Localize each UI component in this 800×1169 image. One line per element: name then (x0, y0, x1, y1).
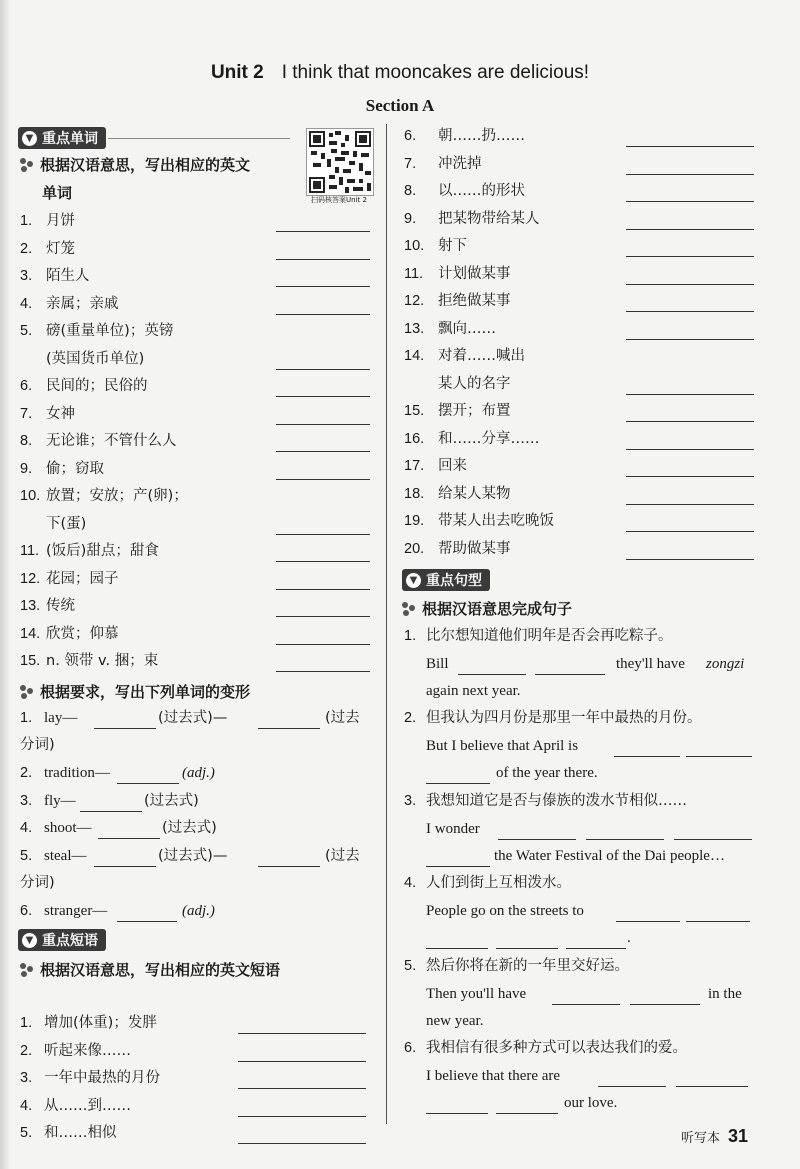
chevron-down-icon: ▼ (22, 131, 37, 146)
sentence-answer-blank[interactable] (586, 817, 664, 840)
unit-title (0, 62, 800, 84)
item-text: 放置；安放；产(卵)； (46, 488, 188, 504)
sentences-header-badge (402, 569, 490, 591)
sentence-answer-blank[interactable] (674, 817, 752, 840)
phrases-header (18, 930, 118, 950)
item-number: 6. (404, 1040, 417, 1056)
word-answer-blank[interactable] (276, 374, 370, 397)
item-number: 8. (20, 433, 33, 449)
item-text: 欣赏；仰慕 (46, 625, 119, 642)
phrase-answer-blank[interactable] (626, 262, 754, 285)
item-text-cont: 某人的名字 (438, 375, 511, 392)
item-text: 以……的形状 (438, 183, 525, 199)
item-number: 16. (404, 430, 425, 447)
sentence-answer-blank[interactable] (426, 844, 490, 867)
item-text: 帮助做某事 (438, 540, 511, 557)
sentence-answer-blank[interactable] (426, 926, 488, 949)
section-title: Section A (365, 96, 435, 115)
sentence-answer-blank[interactable] (566, 926, 626, 949)
item-number: 13. (404, 320, 425, 337)
phrases-header-label: 重点短语 (42, 933, 98, 949)
item-text: 带某人出去吃晚饭 (438, 513, 554, 529)
phrase-answer-blank[interactable] (626, 454, 754, 477)
form-type-cont: 分词) (20, 875, 55, 891)
item-number: 14. (404, 348, 425, 364)
phrase-answer-blank[interactable] (626, 289, 754, 312)
word-answer-blank[interactable] (276, 567, 370, 590)
item-text: 亲属；亲戚 (46, 295, 119, 312)
item-text: 花园；园子 (46, 570, 119, 587)
phrase-answer-blank[interactable] (626, 234, 754, 257)
sentences-task-label: 根据汉语意思完成句子 (422, 600, 573, 618)
sentence-chinese: 人们到街上互相泼水。 (426, 875, 571, 891)
item-number: 11. (404, 265, 424, 282)
phrase-answer-blank[interactable] (238, 1121, 366, 1144)
item-number: 12. (404, 293, 425, 309)
item-number: 3. (20, 793, 33, 809)
item-text: 磅(重量单位)；英镑 (46, 323, 174, 339)
dots-icon (20, 963, 34, 977)
form-word: fly— (44, 793, 76, 809)
word-answer-blank[interactable] (276, 594, 370, 617)
sentence-english: again next year. (426, 683, 521, 699)
sentence-answer-blank[interactable] (498, 817, 576, 840)
sentence-chinese: 我相信有很多种方式可以表达我们的爱。 (426, 1040, 687, 1056)
sentence-chinese: 我想知道它是否与傣族的泼水节相似…… (426, 793, 687, 809)
sentence-english: the Water Festival of the Dai people… (494, 848, 725, 864)
phrase-answer-blank[interactable] (626, 179, 754, 202)
item-text: 传统 (46, 598, 75, 614)
item-text: 摆开；布置 (438, 403, 511, 419)
item-text: 一年中最热的月份 (44, 1070, 160, 1086)
dots-icon (20, 158, 34, 172)
sentence-english: they'll have (616, 655, 685, 672)
sentence-answer-blank[interactable] (614, 734, 680, 757)
forms-task-label: 根据要求，写出下列单词的变形 (40, 683, 251, 701)
phrase-answer-blank[interactable] (626, 482, 754, 505)
phrase-answer-blank[interactable] (626, 207, 754, 230)
word-answer-blank[interactable] (276, 209, 370, 232)
item-text-cont: (英国货币单位) (46, 350, 145, 367)
item-number: 2. (404, 710, 417, 726)
item-text: 回来 (438, 458, 467, 474)
item-number: 17. (404, 458, 425, 474)
phrases-task-label: 根据汉语意思，写出相应的英文短语 (40, 961, 281, 979)
item-number: 3. (20, 268, 33, 284)
item-text: 听起来像…… (44, 1042, 131, 1059)
phrase-answer-blank[interactable] (626, 537, 754, 560)
sentences-header (402, 570, 512, 590)
chevron-down-icon: ▼ (406, 573, 421, 588)
item-text: (饭后)甜点；甜食 (46, 543, 159, 559)
item-text: 冲洗掉 (438, 155, 482, 172)
form-type: (过去式) (144, 793, 199, 809)
sentence-english: of the year there. (496, 765, 598, 781)
item-text: 拒绝做某事 (438, 293, 511, 309)
phrase-answer-blank[interactable] (626, 372, 754, 395)
chevron-down-icon: ▼ (22, 933, 37, 948)
item-number: 6. (20, 903, 33, 919)
unit-number: Unit 2 (210, 62, 264, 83)
phrase-answer-blank[interactable] (238, 1039, 366, 1062)
item-text: 对着……喊出 (438, 348, 525, 364)
sentence-english: Then you'll have (426, 985, 527, 1002)
sentence-english: . (627, 930, 631, 946)
item-number: 6. (404, 128, 417, 144)
item-number: 4. (20, 820, 33, 836)
form-answer-blank[interactable] (94, 844, 156, 867)
item-text: 增加(体重)；发胖 (44, 1015, 157, 1031)
item-text: 给某人某物 (438, 485, 511, 502)
page-number: 31 (727, 1126, 748, 1146)
item-number: 3. (20, 1070, 33, 1086)
words-task-line2: 单词 (42, 184, 73, 202)
item-text: 月饼 (46, 213, 75, 229)
item-number: 2. (20, 765, 33, 781)
phrase-answer-blank[interactable] (626, 427, 754, 450)
word-answer-blank[interactable] (276, 512, 370, 535)
sentence-chinese: 然后你将在新的一年里交好运。 (426, 958, 629, 974)
word-answer-blank[interactable] (276, 402, 370, 425)
sentence-answer-blank[interactable] (426, 761, 490, 784)
word-answer-blank[interactable] (276, 457, 370, 480)
item-number: 1. (20, 213, 33, 229)
item-number: 6. (20, 378, 33, 394)
item-number: 4. (20, 295, 33, 312)
item-number: 2. (20, 1042, 33, 1059)
words-task-line1: 根据汉语意思，写出相应的英文 (40, 156, 251, 174)
dots-icon (402, 602, 416, 616)
phrases-task (20, 957, 280, 983)
item-number: 11. (20, 543, 40, 559)
word-answer-blank[interactable] (276, 649, 370, 672)
form-word: lay— (44, 710, 78, 726)
item-text: 从……到…… (44, 1097, 131, 1114)
item-number: 12. (20, 570, 41, 587)
item-number: 10. (404, 238, 425, 254)
item-number: 4. (20, 1097, 33, 1114)
item-text: 女神 (46, 405, 75, 422)
phrase-answer-blank[interactable] (626, 152, 754, 175)
form-type: (过去式)— (158, 710, 228, 726)
item-text: 民间的；民俗的 (46, 378, 148, 394)
item-number: 8. (404, 183, 417, 199)
item-number: 10. (20, 488, 41, 504)
sentence-answer-blank[interactable] (496, 1091, 558, 1114)
item-text: 射下 (438, 238, 467, 254)
form-answer-blank[interactable] (258, 844, 320, 867)
item-number: 2. (20, 240, 33, 257)
sentence-english: I believe that there are (426, 1067, 561, 1084)
item-number: 18. (404, 485, 425, 502)
item-number: 9. (20, 460, 33, 477)
word-answer-blank[interactable] (276, 347, 370, 370)
item-number: 7. (404, 155, 417, 172)
sentence-answer-blank[interactable] (630, 982, 700, 1005)
form-type: (过去 (325, 848, 360, 864)
form-word: tradition— (44, 765, 110, 781)
sentence-english: zongzi (706, 655, 745, 672)
form-type: (过去式) (162, 820, 217, 836)
sentence-answer-blank[interactable] (535, 652, 605, 675)
qr-caption: 扫码核答案Unit 2 (311, 196, 367, 204)
form-word: shoot— (44, 820, 92, 836)
phrase-answer-blank[interactable] (238, 1094, 366, 1117)
words-header-label: 重点单词 (42, 131, 98, 147)
word-answer-blank[interactable] (276, 622, 370, 645)
form-type: (过去式)— (158, 848, 228, 864)
sentence-answer-blank[interactable] (676, 1064, 748, 1087)
phrases-header-badge (18, 929, 106, 951)
item-number: 5. (20, 848, 33, 864)
sentence-answer-blank[interactable] (598, 1064, 666, 1087)
word-answer-blank[interactable] (276, 264, 370, 287)
word-answer-blank[interactable] (276, 237, 370, 260)
sentence-english: our love. (564, 1095, 618, 1111)
item-number: 1. (404, 628, 417, 644)
sentence-english: Bill (426, 655, 449, 672)
form-answer-blank[interactable] (94, 706, 156, 729)
item-number: 1. (20, 1015, 33, 1031)
word-answer-blank[interactable] (276, 539, 370, 562)
page-binding-edge (0, 0, 10, 1169)
words-header (18, 128, 290, 148)
dots-icon (20, 685, 34, 699)
header-rule (108, 138, 290, 139)
phrase-answer-blank[interactable] (626, 124, 754, 147)
sentence-answer-blank[interactable] (496, 926, 558, 949)
sentence-chinese: 但我认为四月份是那里一年中最热的月份。 (426, 710, 702, 726)
phrase-answer-blank[interactable] (238, 1011, 366, 1034)
item-text: 灯笼 (46, 240, 75, 257)
item-text: 偷；窃取 (46, 460, 104, 477)
item-number: 20. (404, 540, 425, 557)
form-answer-blank[interactable] (258, 706, 320, 729)
sentence-chinese: 比尔想知道他们明年是否会再吃粽子。 (426, 628, 673, 644)
item-number: 3. (404, 793, 417, 809)
sentence-english: I wonder (426, 820, 480, 837)
phrase-answer-blank[interactable] (626, 509, 754, 532)
sentence-english: People go on the streets to (426, 902, 584, 919)
sentence-answer-blank[interactable] (686, 899, 750, 922)
sentence-english: But I believe that April is (426, 737, 579, 754)
word-answer-blank[interactable] (276, 429, 370, 452)
item-text: n. 领带 v. 捆；束 (46, 653, 159, 669)
column-divider (386, 124, 387, 1124)
phrase-answer-blank[interactable] (626, 317, 754, 340)
item-number: 14. (20, 625, 41, 642)
item-text: 把某物带给某人 (438, 210, 540, 227)
item-text: 和……分享…… (438, 430, 540, 447)
sentence-answer-blank[interactable] (458, 652, 526, 675)
form-type: (adj.) (182, 765, 215, 781)
item-text: 飘向…… (438, 320, 496, 337)
item-number: 15. (404, 403, 425, 419)
item-number: 5. (20, 1125, 33, 1141)
item-number: 9. (404, 210, 417, 227)
item-number: 4. (404, 875, 417, 891)
form-answer-blank[interactable] (117, 761, 179, 784)
form-answer-blank[interactable] (117, 899, 177, 922)
sentence-answer-blank[interactable] (686, 734, 752, 757)
unit-title-text: I think that mooncakes are delicious! (281, 62, 590, 83)
form-answer-blank[interactable] (80, 789, 142, 812)
form-type: (adj.) (182, 903, 215, 919)
phrase-answer-blank[interactable] (626, 399, 754, 422)
form-type: (过去 (325, 710, 360, 726)
item-number: 13. (20, 598, 41, 614)
item-text-cont: 下(蛋) (46, 515, 87, 532)
sentences-header-label: 重点句型 (426, 573, 482, 589)
sentence-english: new year. (426, 1013, 484, 1029)
qr-code-icon (306, 128, 374, 196)
sentence-answer-blank[interactable] (552, 982, 620, 1005)
item-number: 5. (404, 958, 417, 974)
item-number: 5. (20, 323, 33, 339)
item-number: 19. (404, 513, 425, 529)
form-answer-blank[interactable] (98, 816, 160, 839)
page-footer (681, 1126, 748, 1147)
item-text: 朝……扔…… (438, 128, 525, 144)
item-text: 陌生人 (46, 268, 90, 284)
sentence-answer-blank[interactable] (426, 1091, 488, 1114)
sentences-task (402, 596, 572, 622)
forms-task (20, 679, 250, 705)
item-text: 和……相似 (44, 1125, 117, 1141)
sentence-answer-blank[interactable] (616, 899, 680, 922)
words-task (20, 152, 250, 178)
word-answer-blank[interactable] (276, 292, 370, 315)
item-text: 无论谁；不管什么人 (46, 433, 177, 449)
form-type-cont: 分词) (20, 737, 55, 753)
item-number: 1. (20, 710, 33, 726)
item-number: 7. (20, 405, 33, 422)
words-header-badge (18, 127, 106, 149)
phrase-answer-blank[interactable] (238, 1066, 366, 1089)
item-text: 计划做某事 (438, 265, 511, 282)
form-word: steal— (44, 848, 87, 864)
form-word: stranger— (44, 903, 108, 919)
sentence-english: in the (708, 985, 742, 1002)
footer-label: 听写本 (680, 1131, 720, 1146)
item-number: 15. (20, 653, 41, 669)
